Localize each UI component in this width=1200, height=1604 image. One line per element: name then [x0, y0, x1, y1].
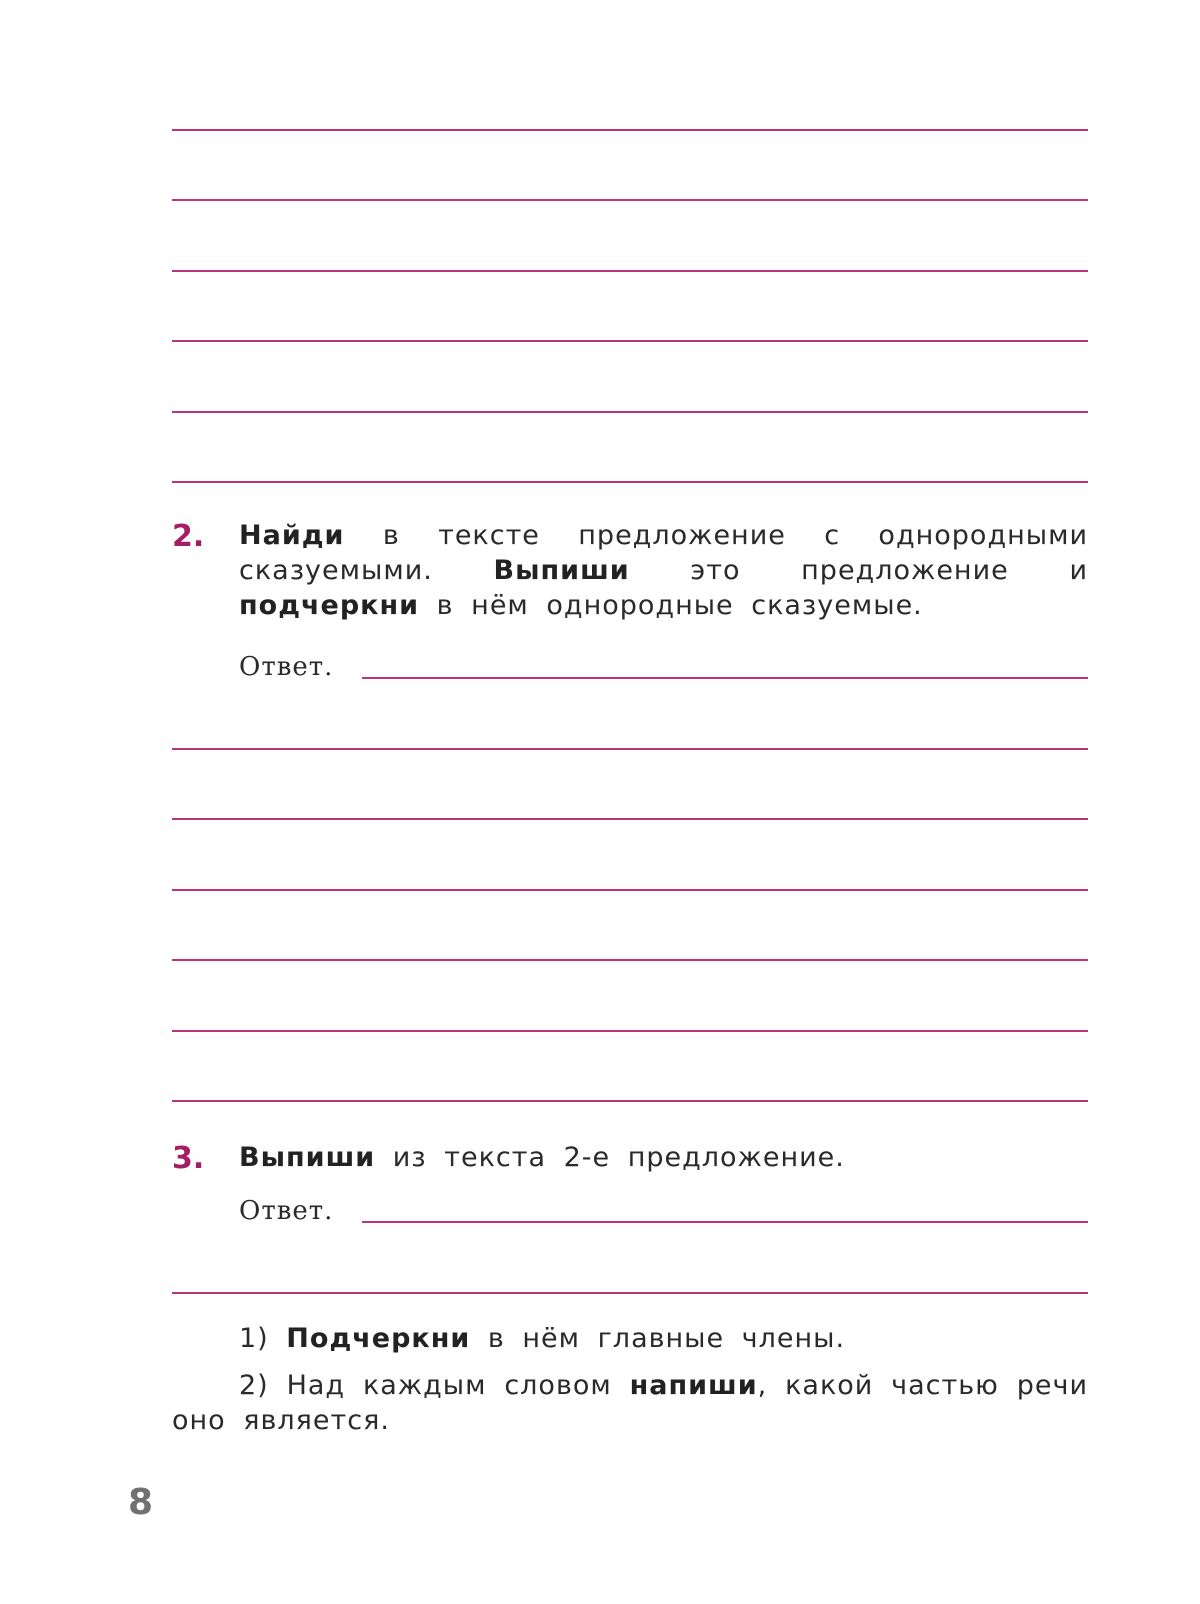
task-3-subtask-1	[172, 1321, 1088, 1356]
writing-line[interactable]	[172, 481, 1088, 483]
task-3-subtask-1-prefix: 1)	[239, 1323, 287, 1354]
task-3-answer-label: Ответ.	[239, 1196, 334, 1226]
task-3-answer-line[interactable]	[362, 1221, 1088, 1223]
task-3-text-1: из текста 2-е предложение.	[375, 1142, 845, 1173]
writing-line[interactable]	[172, 959, 1088, 961]
task-3-subtask-2-text: , какой частью речи оно является.	[172, 1370, 1088, 1436]
page-number: 8	[128, 1482, 154, 1523]
task-2-text-1: в тексте предложение с однородными сказуемыми.	[239, 520, 1088, 586]
writing-line[interactable]	[172, 340, 1088, 342]
task-2-verb-underline: подчеркни	[239, 590, 420, 621]
writing-line[interactable]	[172, 818, 1088, 820]
writing-line[interactable]	[172, 748, 1088, 750]
writing-line[interactable]	[172, 1100, 1088, 1102]
task-3-subtask-1-text: в нём главные члены.	[470, 1323, 846, 1354]
writing-line[interactable]	[172, 129, 1088, 131]
task-3-verb-write-out: Выпиши	[239, 1142, 376, 1173]
task-2-answer-label: Ответ.	[239, 652, 334, 682]
writing-line[interactable]	[172, 889, 1088, 891]
task-2-text-3: в нём однородные сказуемые.	[419, 590, 923, 621]
task-3-number: 3.	[172, 1141, 205, 1176]
writing-line[interactable]	[172, 270, 1088, 272]
task-2-instruction	[239, 518, 1088, 623]
writing-line[interactable]	[172, 199, 1088, 201]
task-2-verb-find: Найди	[239, 520, 345, 551]
task-2-text-2: это предложение и	[629, 555, 1088, 586]
task-3-verb-underline: Подчеркни	[286, 1323, 471, 1354]
task-2-number: 2.	[172, 519, 205, 554]
task-3-verb-write: напиши	[629, 1370, 758, 1401]
writing-line[interactable]	[172, 1292, 1088, 1294]
task-3-instruction	[239, 1140, 1088, 1175]
writing-line[interactable]	[172, 411, 1088, 413]
task-3-subtask-2	[172, 1368, 1088, 1438]
writing-line[interactable]	[172, 1030, 1088, 1032]
task-2-answer-line[interactable]	[362, 677, 1088, 679]
task-3-subtask-2-prefix: 2) Над каждым словом	[239, 1370, 630, 1401]
task-2-verb-write-out: Выпиши	[493, 555, 630, 586]
